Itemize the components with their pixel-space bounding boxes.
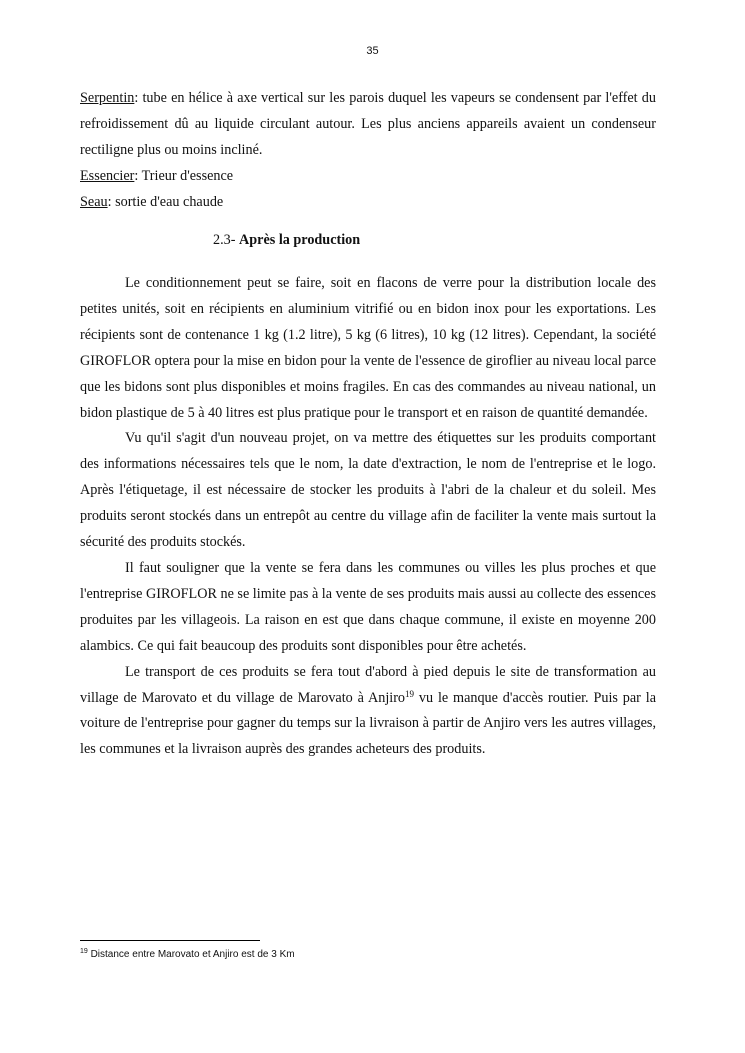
footnote-text: Distance entre Marovato et Anjiro est de 3 Km: [87, 949, 295, 960]
footnote: [80, 948, 295, 962]
definition-list: [80, 86, 656, 216]
paragraph-transport-part2: vu le manque d'accès routier. Puis par la voiture de l'entreprise pour gagner du temps sur la livraison à partir de Anjiro vers les autres villages, les communes et la livraison auprès des grandes acheteurs des produits.: [80, 689, 656, 758]
paragraph-transport: [80, 660, 656, 764]
definition-text: : Trieur d'essence: [134, 167, 234, 184]
page-number: 35: [366, 45, 379, 57]
footnote-mark: 19: [80, 948, 88, 955]
paragraph-transport-part1: Le transport de ces produits se fera tout d'abord à pied depuis le site de transformation au village de Marovato et du village de Marovato à Anjiro: [80, 663, 656, 706]
paragraph-sales: Il faut souligner que la vente se fera dans les communes ou villes les plus proches et que l'entreprise GIROFLOR ne se limite pas à la vente de ses produits mais aussi au collecte des essences produites par les villageois. La raison en est que dans chaque commune, il existe en moyenne 200 alambics. Ce qui fait beaucoup des produits sont disponibles pour être achetés.: [80, 559, 656, 654]
paragraph-conditioning: Le conditionnement peut se faire, soit en flacons de verre pour la distribution locale des petites unités, soit en récipients en aluminium vitrifié ou en bidon inox pour les exportations. Les récipients sont de contenance 1 kg (1.2 litre), 5 kg (6 litres), 10 kg (12 litres). Cependant, la société GIROFLOR optera pour la mise en bidon pour la vente de l'essence de giroflier au niveau local parce que les bidons sont plus disponibles et moins fragiles. En cas des commandes au niveau national, un bidon plastique de 5 à 40 litres est plus pratique pour le transport et en raison de quantité demandée.: [80, 275, 656, 421]
definition-term: Essencier: [80, 167, 135, 184]
definition-essencier: [80, 164, 656, 190]
definition-text: : sortie d'eau chaude: [107, 193, 224, 210]
section-number: 2.3-: [213, 232, 236, 248]
body-paragraphs: [80, 271, 656, 763]
section-title: Après la production: [239, 232, 361, 248]
paragraph-labeling: Vu qu'il s'agit d'un nouveau projet, on va mettre des étiquettes sur les produits comportant des informations nécessaires tels que le nom, la date d'extraction, le nom de l'entreprise et le logo. Après l'étiquetage, il est nécessaire de stocker les produits à l'abri de la chaleur et du soleil. Mes produits seront stockés dans un entrepôt au centre du village afin de faciliter la vente mais surtout la sécurité des produits stockés.: [80, 430, 656, 551]
section-heading: [213, 229, 360, 251]
definition-serpentin: [80, 86, 656, 164]
footnote-reference[interactable]: 19: [405, 688, 415, 699]
definition-seau: [80, 190, 656, 216]
definition-text: : tube en hélice à axe vertical sur les parois duquel les vapeurs se condensent par l'effet du refroidissement dû au liquide circulant autour. Les plus anciens appareils avaient un condenseur rectiligne plus ou moins incliné.: [80, 90, 656, 158]
definition-term: Serpentin: [80, 90, 135, 106]
footnote-separator: [80, 940, 260, 941]
definition-term: Seau: [80, 193, 108, 210]
